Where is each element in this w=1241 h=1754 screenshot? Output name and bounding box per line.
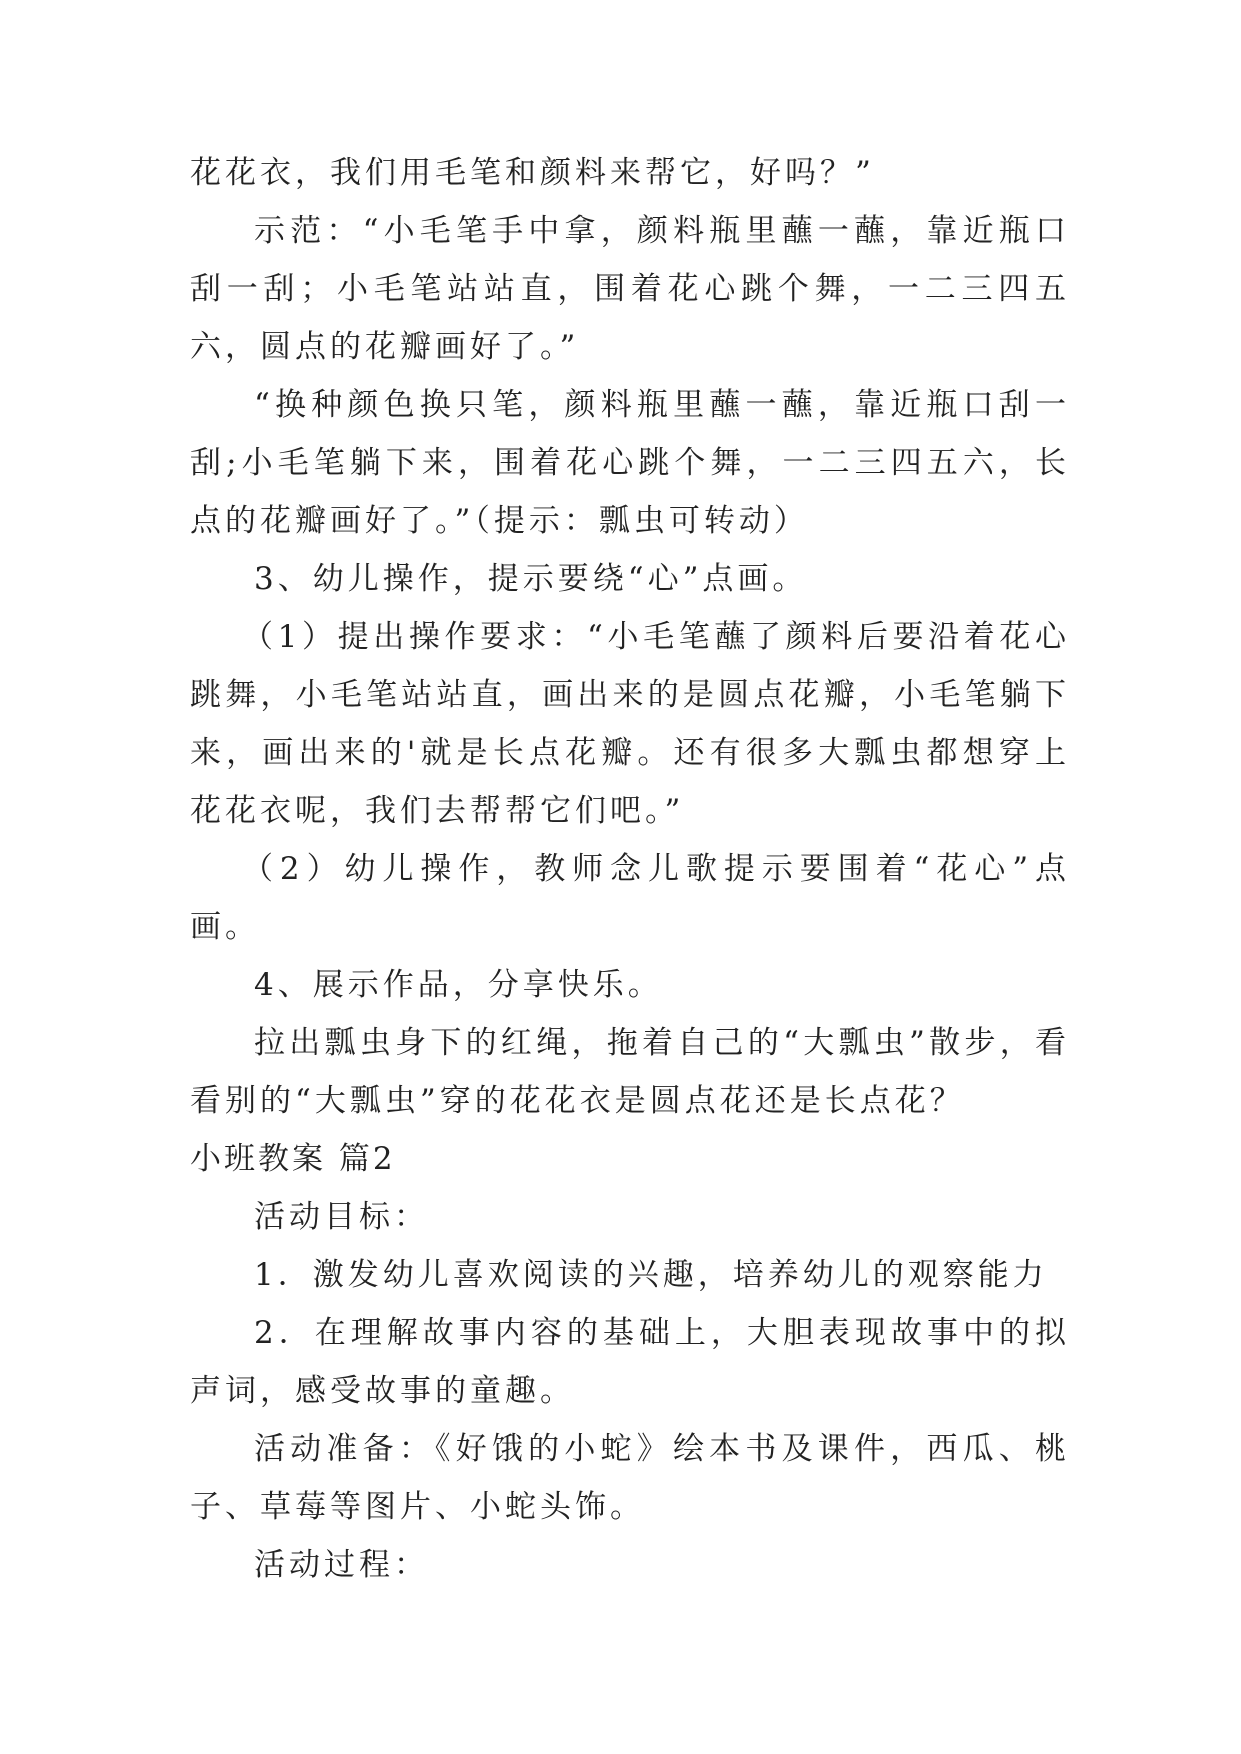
paragraph-step-3-1: （1）提出操作要求：“小毛笔蘸了颜料后要沿着花心跳舞，小毛笔站站直，画出来的是圆点花瓣，小毛笔躺下来，画出来的'就是长点花瓣。还有很多大瓢虫都想穿上花花衣呢，我们去帮帮它们吧。”	[190, 619, 1070, 829]
paragraph-step-3: 3、幼儿操作，提示要绕“心”点画。	[254, 561, 808, 597]
section-heading: 小班教案 篇2	[190, 1141, 396, 1177]
paragraph-step-4: 4、展示作品，分享快乐。	[254, 967, 663, 1003]
paragraph-demo-2: “换种颜色换只笔，颜料瓶里蘸一蘸，靠近瓶口刮一刮;小毛笔躺下来，围着花心跳个舞，一二三四五六，长点的花瓣画好了。”（提示：瓢虫可转动）	[190, 387, 1070, 539]
paragraph-goal-2: 2．在理解故事内容的基础上，大胆表现故事中的拟声词，感受故事的童趣。	[190, 1315, 1070, 1409]
paragraph-goals-title: 活动目标：	[254, 1199, 429, 1235]
paragraph-preparation: 活动准备：《好饿的小蛇》绘本书及课件，西瓜、桃子、草莓等图片、小蛇头饰。	[190, 1431, 1070, 1525]
paragraph-step-3-2: （2）幼儿操作，教师念儿歌提示要围着“花心”点画。	[190, 851, 1070, 945]
paragraph-step-4-detail: 拉出瓢虫身下的红绳，拖着自己的“大瓢虫”散步，看看别的“大瓢虫”穿的花花衣是圆点花还是长点花？	[190, 1025, 1070, 1119]
paragraph-process-title: 活动过程：	[254, 1547, 429, 1583]
paragraph-goal-1: 1．激发幼儿喜欢阅读的兴趣，培养幼儿的观察能力	[254, 1257, 1048, 1293]
document-body	[190, 144, 1070, 1594]
paragraph-demo-1: 示范：“小毛笔手中拿，颜料瓶里蘸一蘸，靠近瓶口刮一刮；小毛笔站站直，围着花心跳个舞，一二三四五六，圆点的花瓣画好了。”	[190, 213, 1070, 365]
paragraph-continuation: 花花衣，我们用毛笔和颜料来帮它，好吗？”	[190, 155, 875, 191]
